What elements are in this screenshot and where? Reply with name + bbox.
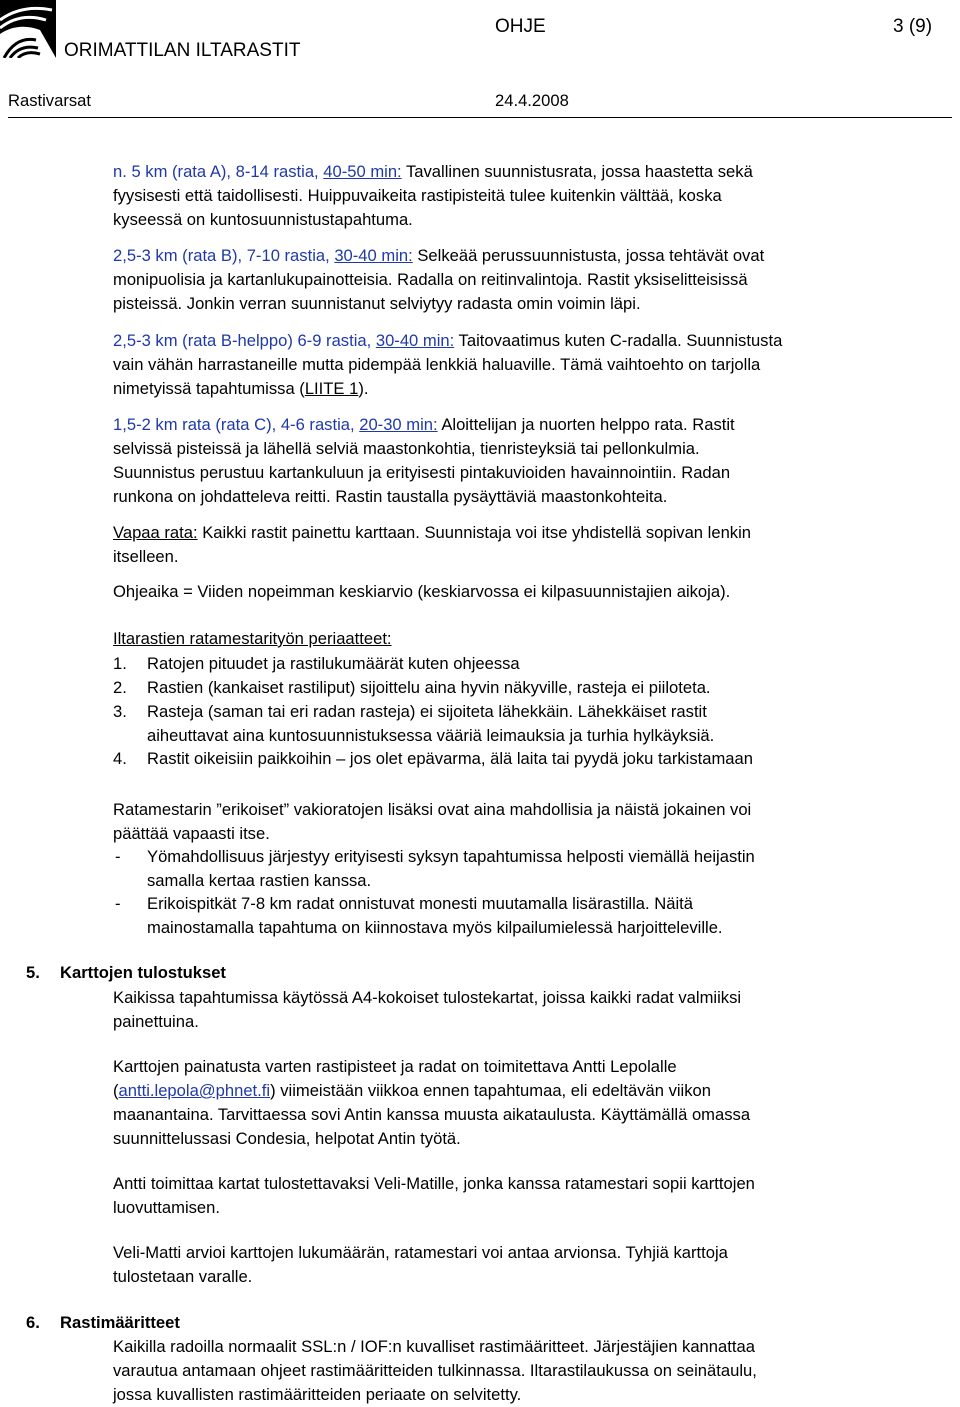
principle-number: 2. xyxy=(113,678,127,697)
principle-item: Rasteja (saman tai eri radan rasteja) ei sijoiteta lähekkäin. Lähekkäiset rastit aiheuttavat aina kuntosuunnistuksessa vääriä leimauksia ja turhia hylkäyksiä. xyxy=(147,702,715,745)
email-link[interactable]: antti.lepola@phnet.fi xyxy=(118,1081,271,1100)
bullet-dash: - xyxy=(115,894,121,913)
section-6-number: 6. xyxy=(26,1313,40,1332)
org-name: ORIMATTILAN ILTARASTIT xyxy=(64,40,301,61)
logo xyxy=(0,0,56,58)
course-c: 1,5-2 km rata (rata C), 4-6 rastia, 20-30 min: Aloittelijan ja nuorten helppo rata. Rastit selvissä pisteissä ja lähellä selviä maastonkohtia, tienristeyksiä tai pellonkulmia. Suunnistus perustuu kartankuluun ja erityisesti pintakuvioiden havainnointiin. Radan runkona on johdatteleva reitti. Rastin taustalla pysäyttäviä maastonkohteita. xyxy=(113,415,735,506)
principle-number: 4. xyxy=(113,749,127,768)
header-rule xyxy=(8,117,952,118)
principles-title: Iltarastien ratamestarityön periaatteet: xyxy=(113,629,392,648)
doc-date: 24.4.2008 xyxy=(495,91,569,110)
principle-item: Ratojen pituudet ja rastilukumäärät kuten ohjeessa xyxy=(147,654,520,673)
section-5-p2: Karttojen painatusta varten rastipisteet ja radat on toimitettava Antti Lepolalle (antti.lepola@phnet.fi) viimeistään viikkoa ennen tapahtumaa, eli edeltävän viikon maanantaina. Tarvittaessa sovi Antin kanssa muusta aikataulusta. Käyttämällä omassa suunnittelussasi Condesia, helpotat Antin työtä. xyxy=(113,1057,751,1148)
section-5-number: 5. xyxy=(26,963,40,982)
section-6-text: Kaikilla radoilla normaalit SSL:n / IOF:n kuvalliset rastimääritteet. Järjestäjien kannattaa varautua antamaan ohjeet rastimääritteiden tulkinnassa. Iltarastilaukussa on seinätaulu, jossa kuvallisten rastimääritteiden periaate on selvitetty. xyxy=(113,1337,757,1404)
special-intro: Ratamestarin ”erikoiset” vakioratojen lisäksi ovat aina mahdollisia ja näistä jokainen voi päättää vapaasti itse. xyxy=(113,800,752,843)
bullet-dash: - xyxy=(115,847,121,866)
principle-item: Rastien (kankaiset rastiliput) sijoittelu aina hyvin näkyville, rasteja ei piiloteta. xyxy=(147,678,711,697)
course-free: Vapaa rata: Kaikki rastit painettu karttaan. Suunnistaja voi itse yhdistellä sopivan lenkin itselleen. xyxy=(113,523,752,566)
appendix-link[interactable]: LIITE 1 xyxy=(304,379,359,398)
section-5-p1: Kaikissa tapahtumissa käytössä A4-kokoiset tulostekartat, joissa kaikki radat valmiiksi painettuina. xyxy=(113,988,742,1031)
special-item: Erikoispitkät 7-8 km radat onnistuvat monesti muutamalla lisärastilla. Näitä mainostamalla tapahtuma on kiinnostava myös kilpailumielessä harjoitteleville. xyxy=(147,894,723,937)
doc-type: OHJE xyxy=(495,16,546,37)
section-5-title: Karttojen tulostukset xyxy=(60,963,226,982)
page-number: 3 (9) xyxy=(893,16,933,37)
course-a: n. 5 km (rata A), 8-14 rastia, 40-50 min: Tavallinen suunnistusrata, jossa haastetta sekä fyysisesti että taidollisesti. Huippuvaikeita rastipisteitä tulee kuitenkin välttää, koska kyseessä on kuntosuunnistustapahtuma. xyxy=(113,162,753,229)
section-label: Rastivarsat xyxy=(8,91,91,110)
course-b: 2,5-3 km (rata B), 7-10 rastia, 30-40 min: Selkeää perussuunnistusta, jossa tehtävät ovat monipuolisia ja kartanlukupainotteisia. Radalla on reitinvalintoja. Rastit yksiselitteisissä pisteissä. Jonkin verran suunnistanut selviytyy radasta omin voimin läpi. xyxy=(113,246,765,313)
section-5-p4: Veli-Matti arvioi karttojen lukumäärän, ratamestari voi antaa arvionsa. Tyhjiä karttoja tulostetaan varalle. xyxy=(113,1243,728,1286)
principle-item: Rastit oikeisiin paikkoihin – jos olet epävarma, älä laita tai pyydä joku tarkistamaan xyxy=(147,749,753,768)
course-b-easy: 2,5-3 km (rata B-helppo) 6-9 rastia, 30-40 min: Taitovaatimus kuten C-radalla. Suunnistusta vain vähän harrastaneille mutta pidempää lenkkiä haluaville. Tämä vaihtoehto on tarjolla nimetyissä tapahtumissa (LIITE 1). xyxy=(113,331,783,398)
section-5-p3: Antti toimittaa kartat tulostettavaksi Veli-Matille, jonka kanssa ratamestari sopii karttojen luovuttamisen. xyxy=(113,1174,755,1217)
special-item: Yömahdollisuus järjestyy erityisesti syksyn tapahtumissa helposti viemällä heijastin samalla kertaa rastien kanssa. xyxy=(147,847,755,890)
section-6-title: Rastimääritteet xyxy=(60,1313,180,1332)
logo-icon xyxy=(0,0,56,58)
guide-time: Ohjeaika = Viiden nopeimman keskiarvio (keskiarvossa ei kilpasuunnistajien aikoja). xyxy=(113,582,731,601)
principle-number: 3. xyxy=(113,702,127,721)
principle-number: 1. xyxy=(113,654,127,673)
